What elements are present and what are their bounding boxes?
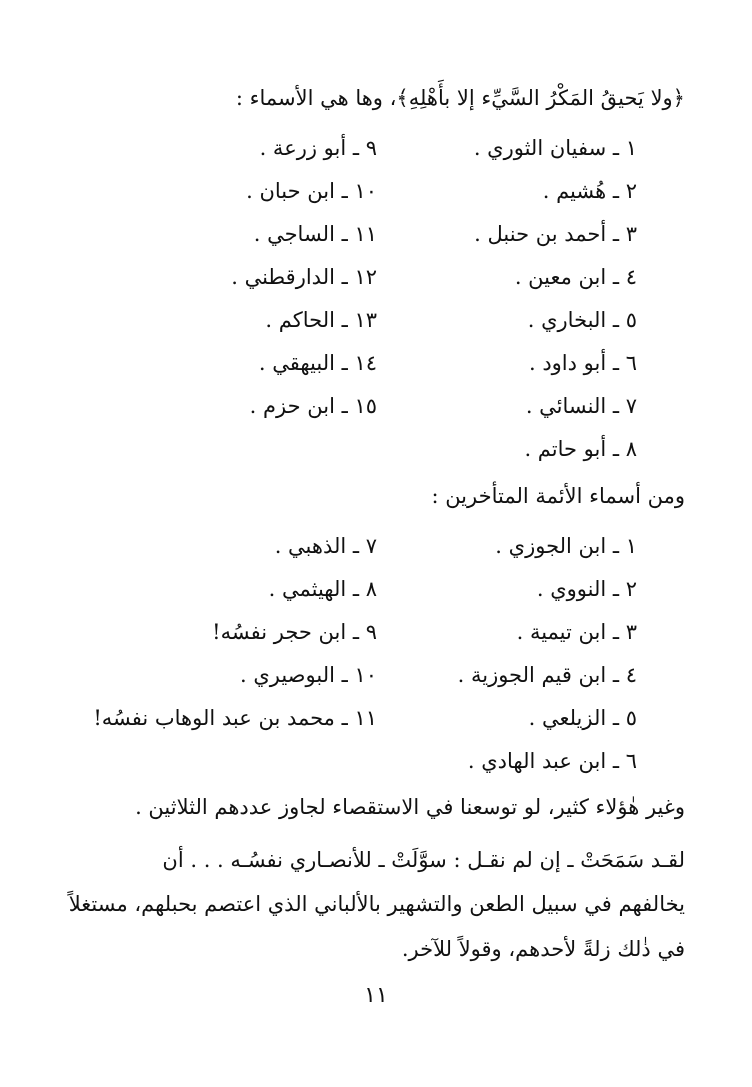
early-imams-list bbox=[117, 136, 637, 480]
list-item: ١٥ ـ ابن حزم . bbox=[249, 394, 377, 418]
list-item: ٨ ـ أبو حاتم . bbox=[524, 437, 637, 461]
list-row bbox=[117, 179, 637, 222]
page-number: ١١ bbox=[364, 983, 388, 1008]
list-item: ٦ ـ ابن عبد الهادي . bbox=[467, 749, 637, 773]
list-item: ٣ ـ ابن تيمية . bbox=[516, 620, 637, 644]
list-row bbox=[117, 620, 637, 663]
paragraph-text: وغير هٰؤلاء كثير، لو توسعنا في الاستقصاء لجاوز عددهم الثلاثين . bbox=[135, 795, 685, 819]
list-item: ٢ ـ النووي . bbox=[536, 577, 637, 601]
list-item: ٤ ـ ابن معين . bbox=[514, 265, 637, 289]
list-item: ٧ ـ النسائي . bbox=[525, 394, 637, 418]
list-item: ٣ ـ أحمد بن حنبل . bbox=[474, 222, 637, 246]
list-row bbox=[117, 394, 637, 437]
paragraph-text: يخالفهم في سبيل الطعن والتشهير بالألباني الذي اعتصم بحبلهم، مستغلاً bbox=[68, 892, 685, 916]
list-item: ١١ ـ الساجي . bbox=[253, 222, 377, 246]
list-item: ١٤ ـ البيهقي . bbox=[258, 351, 377, 375]
list-row bbox=[117, 577, 637, 620]
list-item: ١٢ ـ الدارقطني . bbox=[231, 265, 377, 289]
list-row bbox=[117, 749, 637, 792]
list-item: ٩ ـ أبو زرعة . bbox=[259, 136, 377, 160]
list-item: ٥ ـ الزيلعي . bbox=[528, 706, 637, 730]
list-row bbox=[117, 663, 637, 706]
list-row bbox=[117, 351, 637, 394]
list-item: ١٠ ـ ابن حبان . bbox=[246, 179, 377, 203]
list-item: ٧ ـ الذهبي . bbox=[274, 534, 377, 558]
list-item: ١ ـ سفيان الثوري . bbox=[473, 136, 637, 160]
list-row bbox=[117, 437, 637, 480]
list-item: ١١ ـ محمد بن عبد الوهاب نفسُه! bbox=[93, 706, 377, 730]
list-item: ٤ ـ ابن قيم الجوزية . bbox=[457, 663, 637, 687]
list-row bbox=[117, 222, 637, 265]
list-item: ١ ـ ابن الجوزي . bbox=[495, 534, 637, 558]
list-item: ١٠ ـ البوصيري . bbox=[239, 663, 377, 687]
list-row bbox=[117, 308, 637, 351]
later-imams-list bbox=[93, 534, 637, 792]
list-item: ٦ ـ أبو داود . bbox=[528, 351, 637, 375]
list-item: ١٣ ـ الحاكم . bbox=[265, 308, 377, 332]
list-row bbox=[93, 706, 637, 749]
later-imams-heading: ومن أسماء الأئمة المتأخرين : bbox=[431, 484, 685, 508]
paragraph-text: لقـد سَمَحَتْ ـ إن لم نقـل : سوَّلَتْ ـ للأنصـاري نفسُـه . . . أن bbox=[162, 848, 685, 872]
list-item: ٢ ـ هُشيم . bbox=[542, 179, 637, 203]
list-item: ٨ ـ الهيثمي . bbox=[268, 577, 377, 601]
list-row bbox=[117, 534, 637, 577]
list-item: ٩ ـ ابن حجر نفسُه! bbox=[212, 620, 377, 644]
list-item: ٥ ـ البخاري . bbox=[527, 308, 637, 332]
list-row bbox=[117, 265, 637, 308]
intro-line: ﴿ولا يَحيقُ المَكْرُ السَّيِّء إلا بأَهْلِهِ﴾، وها هي الأسماء : bbox=[235, 86, 685, 110]
paragraph-text: في ذٰلك زلةً لأحدهم، وقولاً للآخر. bbox=[401, 937, 685, 961]
list-row bbox=[117, 136, 637, 179]
